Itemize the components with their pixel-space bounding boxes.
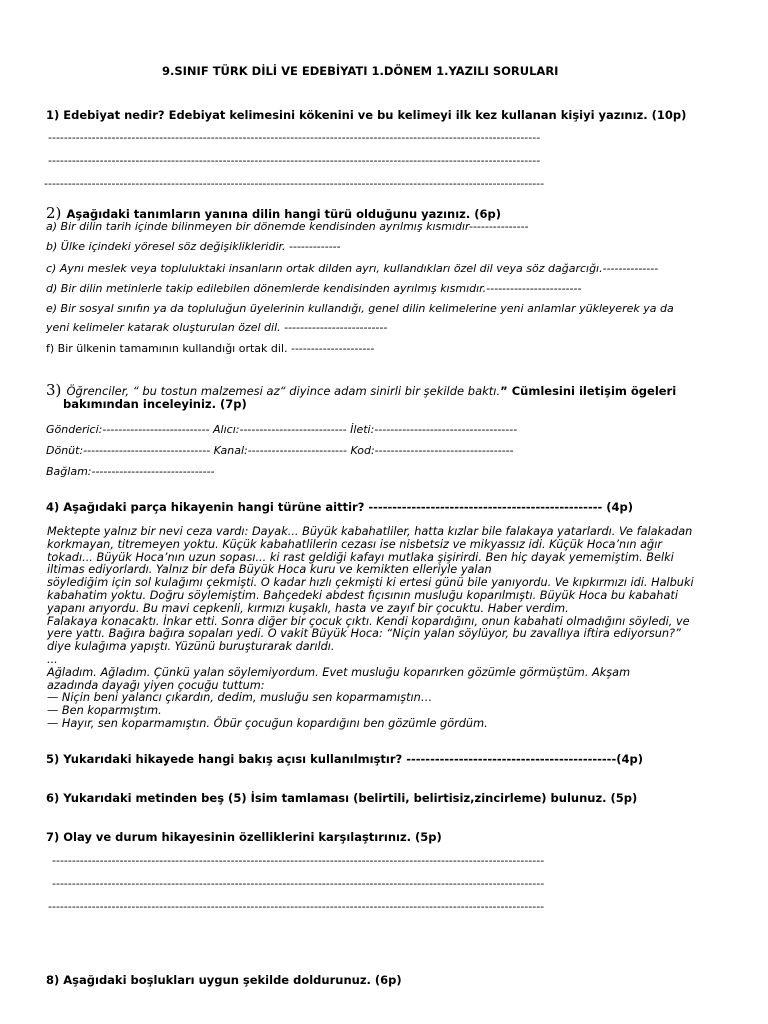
question-number: 3) bbox=[46, 381, 62, 399]
question-2-item-e: e) Bir sosyal sınıfın ya da topluluğun üyelerinin kullandığı, genel dilin kelimelerine yeni anlamlar yükleyerek ya da bbox=[46, 302, 674, 315]
question-3-text-cont: bakımından inceleyiniz. (7p) bbox=[63, 397, 247, 411]
answer-line[interactable]: ---------------------------------------------------------------------------------------------------------------------------- bbox=[52, 877, 545, 890]
question-2-item-f: f) Bir ülkenin tamamının kullandığı ortak dil. --------------------- bbox=[46, 342, 375, 355]
question-4-text: 4) Aşağıdaki parça hikayenin hangi türüne aittir? ------------------------------------------------- (4p) bbox=[46, 500, 634, 514]
story-line: söylediğim için sol kulağımı çekmişti. O kadar hızlı çekmişti ki ertesi günü bile yanıyordu. Ve kıpkırmızı idi. Halbuki bbox=[47, 576, 694, 590]
question-6-text: 6) Yukarıdaki metinden beş (5) İsim tamlaması (belirtili, belirtisiz,zincirleme) bulunuz. (5p) bbox=[46, 791, 638, 805]
question-3-text: ” Cümlesini iletişim ögeleri bbox=[500, 384, 677, 398]
story-line: — Niçin beni yalancı çıkardın, dedim, musluğu sen koparmamıştın… bbox=[47, 691, 433, 705]
story-line: iltimas ediyorlardı. Yalnız bir defa Büyük Hoca kuru ve kemikten elleriyle yalan bbox=[47, 563, 492, 577]
question-5-text: 5) Yukarıdaki hikayede hangi bakış açısı kullanılmıştır? --------------------------------------------(4p) bbox=[46, 752, 643, 766]
question-3-quote: Öğrenciler, “ bu tostun malzemesi az“ diyince adam sinirli bir şekilde baktı. bbox=[66, 384, 501, 398]
answer-line[interactable]: ---------------------------------------------------------------------------------------------------------------------------- bbox=[48, 154, 541, 167]
story-line: Ağladım. Ağladım. Çünkü yalan söylemiyordum. Evet musluğu koparırken gözümle görmüştüm. Akşam bbox=[47, 665, 631, 679]
story-line: tokadı... Büyük Hoca’nın uzun sopası... ki rast geldiği kafayı mutlaka şişirirdi. Ben hiç dayak yememiştim. Belki bbox=[47, 550, 674, 564]
story-passage bbox=[47, 526, 694, 731]
story-line: yere yattı. Bağıra bağıra sopaları yedi. O vakit Büyük Hoca: “Niçin yalan söylüyor, bu zavallıya iftira ediyorsun?” bbox=[47, 627, 681, 641]
story-line: Mektepte yalnız bir nevi ceza vardı: Dayak... Büyük kabahatliler, hatta kızlar bile falakaya yatarlardı. Ve falakadan bbox=[47, 525, 693, 538]
question-2-item-d: d) Bir dilin metinlerle takip edilebilen dönemlerde kendisinden ayrılmış kısmıdır.------------------------ bbox=[46, 282, 582, 295]
answer-line[interactable]: ------------------------------------------------------------------------------------------------------------------------------ bbox=[44, 177, 545, 190]
question-8-text: 8) Aşağıdaki boşlukları uygun şekilde doldurunuz. (6p) bbox=[46, 973, 402, 987]
answer-line[interactable]: ----------------------------------------------------------------------------------------------------------------------------- bbox=[48, 900, 545, 913]
story-line: — Ben koparmıştım. bbox=[47, 704, 162, 718]
question-2-text: Aşağıdaki tanımların yanına dilin hangi türü olduğunu yazınız. (6p) bbox=[66, 207, 501, 221]
question-2-item-a: a) Bir dilin tarih içinde bilinmeyen bir dönemde kendisinden ayrılmış kısmıdır--------------- bbox=[46, 220, 529, 233]
communication-row: Bağlam:------------------------------- bbox=[46, 465, 215, 478]
question-2-item-b: b) Ülke içindeki yöresel söz değişiklikleridir. ------------- bbox=[46, 240, 341, 253]
story-line: yapanı arıyordu. Bu mavi cepkenli, kırmızı kuşaklı, hasta ve zayıf bir çocuktu. Haber verdim. bbox=[47, 601, 569, 615]
answer-line[interactable]: ---------------------------------------------------------------------------------------------------------------------------- bbox=[52, 854, 545, 867]
question-1-text: 1) Edebiyat nedir? Edebiyat kelimesini kökenini ve bu kelimeyi ilk kez kullanan kişiyi yazınız. (10p) bbox=[46, 108, 687, 122]
story-line: azadında dayağı yiyen çocuğu tuttum: bbox=[47, 678, 265, 692]
question-2-item-e-cont: yeni kelimeler katarak oluşturulan özel dil. -------------------------- bbox=[46, 321, 388, 334]
question-number: 2) bbox=[46, 204, 62, 222]
story-line: ... bbox=[47, 652, 58, 666]
question-7-text: 7) Olay ve durum hikayesinin özelliklerini karşılaştırınız. (5p) bbox=[46, 830, 442, 844]
story-line: Falakaya konacaktı. İnkar etti. Sonra diğer bir çocuk çıktı. Kendi kopardığını, onun kabahati olmadığını söyledi, ve bbox=[47, 614, 690, 628]
story-line: kabahatim yoktu. Doğru söylemiştim. Bahçedeki abdest fıçısının musluğu koparılmıştı. Büyük Hoca bu kabahati bbox=[47, 588, 678, 602]
communication-row: Dönüt:-------------------------------- Kanal:------------------------- Kod:----------------------------------- bbox=[46, 444, 514, 457]
answer-line[interactable]: ---------------------------------------------------------------------------------------------------------------------------- bbox=[48, 131, 541, 144]
story-line: — Hayır, sen koparmamıştın. Öbür çocuğun kopardığını ben gözümle gördüm. bbox=[47, 716, 488, 730]
question-2-item-c: c) Aynı meslek veya topluluktaki insanların ortak dilden ayrı, kullandıkları özel dil veya söz dağarcığı.-------------- bbox=[46, 262, 659, 275]
communication-row: Gönderici:--------------------------- Alıcı:--------------------------- İleti:------------------------------------ bbox=[46, 423, 518, 436]
story-line: korkmayan, titremeyen yoktu. Küçük kabahatlilerin cezası ise nisbetsiz ve mikyassız idi. Küçük Hoca’nın ağır bbox=[47, 537, 662, 551]
story-line: diye kulağıma yapıştı. Yüzünü buruşturarak darıldı. bbox=[47, 640, 335, 654]
page-title: 9.SINIF TÜRK DİLİ VE EDEBİYATI 1.DÖNEM 1.YAZILI SORULARI bbox=[162, 64, 559, 78]
